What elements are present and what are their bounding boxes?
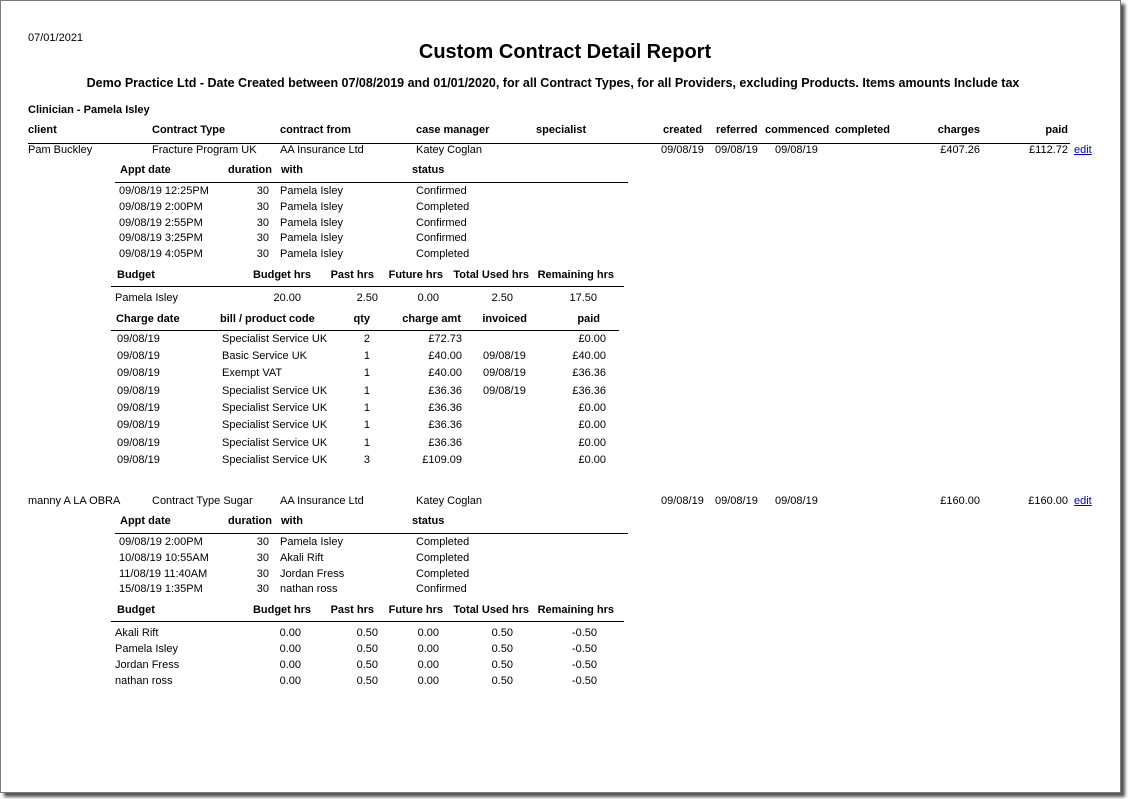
charge-date: 09/08/19: [117, 419, 160, 432]
appt-duration: 30: [256, 536, 269, 548]
appt-with: Pamela Isley: [280, 248, 343, 261]
appt-header-status: status: [412, 164, 445, 176]
appt-with: Jordan Fress: [280, 567, 345, 580]
appt-duration: 30: [256, 185, 269, 197]
charge-header-code: bill / product code: [220, 312, 315, 325]
budget-name: Pamela Isley: [115, 292, 178, 304]
budget-header-name: Budget: [117, 269, 155, 281]
contract-created: 09/08/19: [661, 495, 704, 507]
charge-qty: 1: [363, 350, 370, 363]
contract-type: Fracture Program UK: [152, 144, 257, 156]
appt-date: 11/08/19 11:40AM: [119, 567, 208, 580]
budget-header-future-hrs: Future hrs: [388, 604, 443, 617]
col-completed: completed: [835, 124, 891, 136]
contract-commenced: 09/08/19: [775, 495, 818, 507]
budget-header-future-hrs: Future hrs: [388, 269, 443, 281]
budget-remaining-hrs: -0.50: [571, 627, 597, 640]
appt-with: Pamela Isley: [280, 536, 343, 548]
appt-header-duration: duration: [228, 515, 272, 527]
budget-hrs: 0.00: [279, 674, 301, 687]
col-contract-from: contract from: [280, 124, 351, 136]
col-paid: paid: [1045, 124, 1068, 136]
charge-code: Basic Service UK: [222, 350, 307, 363]
charge-code: Specialist Service UK: [222, 419, 328, 432]
charge-header-invoiced: invoiced: [482, 312, 527, 325]
charge-code: Specialist Service UK: [222, 402, 328, 414]
appt-duration: 30: [256, 232, 269, 245]
budget-past-hrs: 0.50: [356, 674, 378, 687]
appt-date: 09/08/19 2:55PM: [119, 216, 203, 229]
charge-amt: £36.36: [428, 419, 462, 432]
budget-header-past-hrs: Past hrs: [330, 604, 374, 617]
col-specialist: specialist: [536, 124, 587, 136]
budget-header-past-hrs: Past hrs: [330, 269, 374, 281]
col-created: created: [663, 124, 703, 136]
appt-duration: 30: [256, 567, 269, 580]
appt-date: 09/08/19 4:05PM: [119, 248, 203, 261]
charge-header-qty: qty: [353, 312, 370, 325]
appt-with: Pamela Isley: [280, 216, 343, 229]
budget-past-hrs: 0.50: [356, 643, 378, 655]
charge-code: Specialist Service UK: [222, 384, 328, 397]
charge-header-divider: [111, 330, 619, 331]
contract-charges: £407.26: [940, 144, 980, 156]
appt-header-divider: [115, 182, 628, 183]
contract-referred: 09/08/19: [715, 144, 758, 156]
charge-code: Specialist Service UK: [222, 436, 328, 449]
appt-with: Pamela Isley: [280, 185, 343, 197]
budget-total-used-hrs: 0.50: [491, 674, 513, 687]
charge-amt: £40.00: [428, 367, 462, 380]
charge-paid: £40.00: [572, 350, 606, 363]
contract-referred: 09/08/19: [715, 495, 758, 507]
appt-header-with: with: [281, 164, 303, 176]
charge-header-charge-amt: charge amt: [402, 312, 461, 325]
edit-link[interactable]: edit: [1074, 495, 1092, 507]
charge-date: 09/08/19: [117, 350, 160, 363]
appt-status: Confirmed: [416, 232, 467, 245]
appt-header-with: with: [281, 515, 303, 527]
budget-header-total-used-hrs: Total Used hrs: [453, 604, 529, 617]
charge-amt: £40.00: [428, 350, 462, 363]
contract-paid: £160.00: [1028, 495, 1068, 507]
edit-link[interactable]: edit: [1074, 144, 1092, 156]
contract-case-manager: Katey Coglan: [416, 144, 483, 156]
contract-created: 09/08/19: [661, 144, 704, 156]
charge-qty: 1: [363, 402, 370, 414]
budget-remaining-hrs: -0.50: [571, 643, 597, 655]
charge-paid: £0.00: [578, 402, 606, 414]
appt-status: Confirmed: [416, 216, 467, 229]
budget-header-divider: [111, 286, 624, 287]
appt-date: 09/08/19 12:25PM: [119, 185, 209, 197]
appt-header-duration: duration: [228, 164, 272, 176]
budget-past-hrs: 0.50: [356, 658, 378, 671]
charge-paid: £0.00: [578, 419, 606, 432]
appt-status: Completed: [416, 200, 470, 213]
charge-amt: £36.36: [428, 384, 462, 397]
budget-name: Pamela Isley: [115, 643, 178, 655]
budget-total-used-hrs: 0.50: [491, 627, 513, 640]
budget-hrs: 0.00: [279, 658, 301, 671]
contract-from: AA Insurance Ltd: [280, 495, 364, 507]
appt-date: 15/08/19 1:35PM: [119, 583, 203, 596]
appt-header-status: status: [412, 515, 445, 527]
contract-paid: £112.72: [1029, 144, 1068, 156]
budget-total-used-hrs: 2.50: [491, 292, 513, 304]
charge-amt: £36.36: [428, 402, 462, 414]
appt-status: Confirmed: [416, 583, 467, 596]
appt-with: Pamela Isley: [280, 232, 343, 245]
appt-date: 09/08/19 2:00PM: [119, 536, 203, 548]
contract-client: Pam Buckley: [28, 144, 93, 156]
charge-date: 09/08/19: [117, 436, 160, 449]
charge-header-paid: paid: [577, 312, 600, 325]
budget-past-hrs: 2.50: [356, 292, 378, 304]
appt-duration: 30: [256, 216, 269, 229]
charge-date: 09/08/19: [117, 453, 160, 466]
budget-future-hrs: 0.00: [417, 658, 439, 671]
charge-invoiced: 09/08/19: [483, 350, 526, 363]
budget-header-total-used-hrs: Total Used hrs: [453, 269, 529, 281]
budget-header-budget-hrs: Budget hrs: [252, 604, 311, 617]
contract-client: manny A LA OBRA: [28, 495, 121, 507]
appt-with: Pamela Isley: [280, 200, 343, 213]
budget-header-remaining-hrs: Remaining hrs: [537, 604, 614, 617]
appt-status: Completed: [416, 536, 470, 548]
report-title: Custom Contract Detail Report: [418, 41, 712, 63]
clinician-heading: Clinician - Pamela Isley: [28, 104, 150, 116]
appt-header-date: Appt date: [120, 164, 171, 176]
appt-status: Completed: [416, 248, 470, 261]
charge-date: 09/08/19: [117, 367, 160, 380]
charge-date: 09/08/19: [117, 384, 160, 397]
appt-with: nathan ross: [280, 583, 338, 596]
charge-paid: £36.36: [572, 367, 606, 380]
contract-type: Contract Type Sugar: [152, 495, 253, 507]
budget-name: nathan ross: [115, 674, 173, 687]
charge-date: 09/08/19: [117, 402, 160, 414]
budget-name: Akali Rift: [115, 627, 159, 640]
report-subtitle: Demo Practice Ltd - Date Created between 07/08/2019 and 01/01/2020, for all Contract Types, for all Providers, excluding Products. Items amounts Include tax: [86, 76, 1020, 90]
budget-remaining-hrs: -0.50: [571, 674, 597, 687]
appt-header-date: Appt date: [120, 515, 171, 527]
appt-duration: 30: [256, 248, 269, 261]
budget-total-used-hrs: 0.50: [491, 643, 513, 655]
col-referred: referred: [716, 124, 758, 136]
charge-invoiced: 09/08/19: [483, 367, 526, 380]
budget-future-hrs: 0.00: [417, 627, 439, 640]
charge-code: Specialist Service UK: [222, 332, 328, 345]
budget-past-hrs: 0.50: [356, 627, 378, 640]
budget-remaining-hrs: 17.50: [569, 292, 597, 304]
charge-paid: £36.36: [572, 384, 606, 397]
charge-header-date: Charge date: [116, 312, 180, 325]
charge-amt: £109.09: [422, 453, 462, 466]
appt-with: Akali Rift: [280, 551, 324, 564]
charge-amt: £72.73: [428, 332, 462, 345]
charge-paid: £0.00: [578, 453, 606, 466]
charge-qty: 2: [363, 332, 370, 345]
budget-hrs: 0.00: [279, 627, 301, 640]
budget-header-divider: [111, 621, 624, 622]
budget-future-hrs: 0.00: [417, 643, 439, 655]
appt-date: 09/08/19 2:00PM: [119, 200, 203, 213]
charge-qty: 1: [363, 436, 370, 449]
col-client: client: [28, 124, 57, 136]
report-date: 07/01/2021: [28, 32, 84, 44]
appt-date: 10/08/19 10:55AM: [119, 551, 209, 564]
charge-qty: 1: [363, 419, 370, 432]
appt-duration: 30: [256, 583, 269, 596]
appt-duration: 30: [256, 551, 269, 564]
col-contract-type: Contract Type: [152, 124, 226, 136]
budget-future-hrs: 0.00: [417, 292, 439, 304]
appt-duration: 30: [256, 200, 269, 213]
budget-remaining-hrs: -0.50: [571, 658, 597, 671]
budget-future-hrs: 0.00: [417, 674, 439, 687]
appt-date: 09/08/19 3:25PM: [119, 232, 203, 245]
col-charges: charges: [937, 124, 980, 136]
col-case-manager: case manager: [416, 124, 490, 136]
budget-name: Jordan Fress: [115, 658, 180, 671]
appt-status: Completed: [416, 567, 470, 580]
charge-date: 09/08/19: [117, 332, 160, 345]
budget-total-used-hrs: 0.50: [491, 658, 513, 671]
charge-paid: £0.00: [578, 332, 606, 345]
contract-commenced: 09/08/19: [775, 144, 818, 156]
budget-header-name: Budget: [117, 604, 155, 617]
col-commenced: commenced: [765, 124, 830, 136]
charge-qty: 3: [363, 453, 370, 466]
budget-header-remaining-hrs: Remaining hrs: [537, 269, 614, 281]
contract-charges: £160.00: [940, 495, 980, 507]
budget-hrs: 0.00: [279, 643, 301, 655]
appt-header-divider: [115, 533, 628, 534]
charge-code: Exempt VAT: [222, 367, 283, 380]
budget-header-budget-hrs: Budget hrs: [252, 269, 311, 281]
contract-case-manager: Katey Coglan: [416, 495, 483, 507]
appt-status: Confirmed: [416, 185, 467, 197]
charge-paid: £0.00: [578, 436, 606, 449]
charge-code: Specialist Service UK: [222, 453, 328, 466]
charge-qty: 1: [363, 384, 370, 397]
charge-amt: £36.36: [428, 436, 462, 449]
charge-qty: 1: [363, 367, 370, 380]
charge-invoiced: 09/08/19: [483, 384, 526, 397]
appt-status: Completed: [416, 551, 470, 564]
budget-hrs: 20.00: [273, 292, 301, 304]
contract-from: AA Insurance Ltd: [280, 144, 364, 156]
